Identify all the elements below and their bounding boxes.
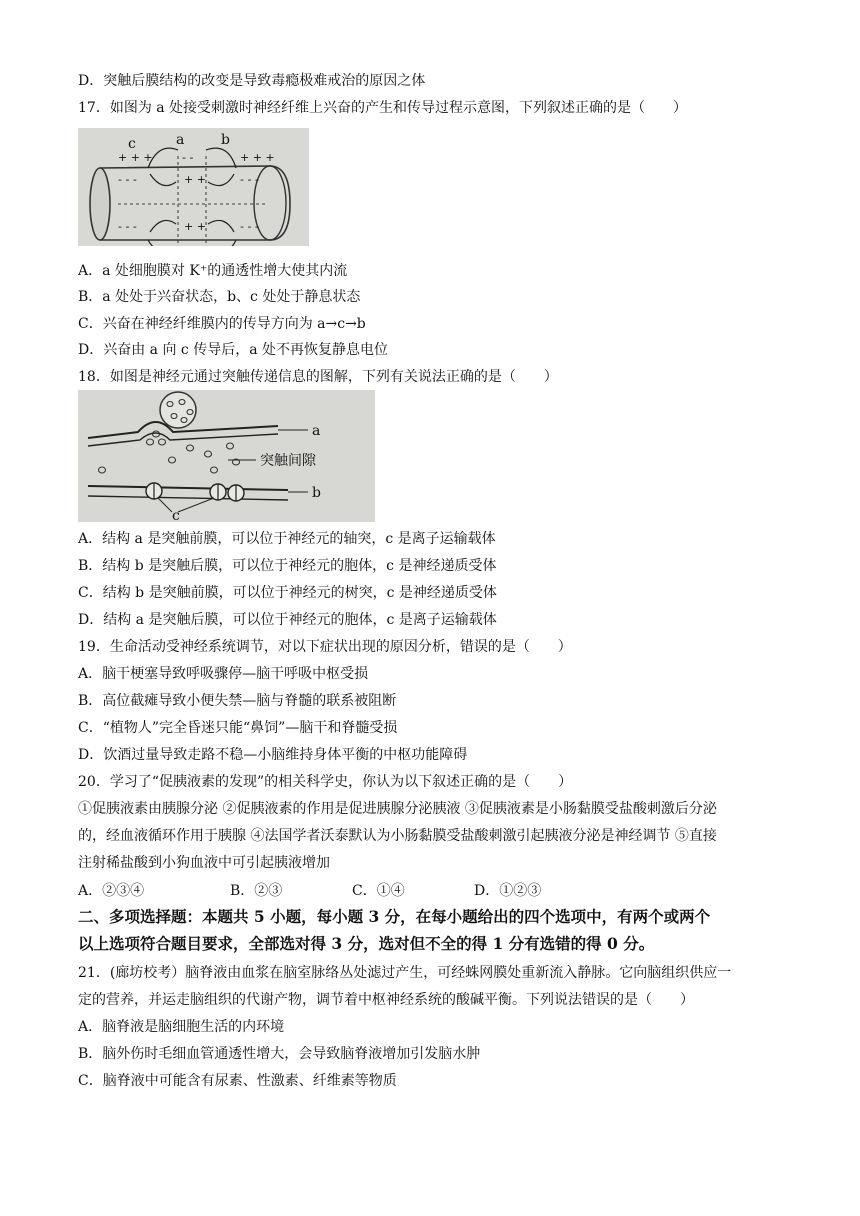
q18-option-c: C．结构 b 是突触前膜，可以位于神经元的树突，c 是神经递质受体: [78, 585, 497, 601]
q20-body-line-2: 的，经血液循环作用于胰腺 ④法国学者沃泰默认为小肠黏膜受盐酸刺激引起胰液分泌是神经调节 ⑤直接: [78, 828, 717, 844]
svg-text:- - -: - - -: [118, 220, 137, 233]
fig2-label-c: c: [172, 508, 180, 522]
q17-option-a: A．a 处细胞膜对 K⁺的通透性增大使其内流: [78, 263, 348, 279]
q17-option-d: D．兴奋由 a 向 c 传导后，a 处不再恢复静息电位: [78, 342, 389, 358]
fig2-label-a: a: [312, 423, 321, 439]
q20-body-line-1: ①促胰液素由胰腺分泌 ②促胰液素的作用是促进胰腺分泌胰液 ③促胰液素是小肠黏膜受盐酸刺激后分泌: [78, 801, 717, 817]
svg-text:- - -: - - -: [240, 220, 259, 233]
q20-choice-c: C．①④: [352, 883, 405, 899]
svg-text:- - -: - - -: [118, 173, 137, 186]
svg-text:+ +: + +: [184, 220, 206, 233]
q18-option-d: D．结构 a 是突触后膜，可以位于神经元的胞体，c 是离子运输载体: [78, 612, 497, 628]
q20-choice-a: A．②③④: [78, 883, 145, 899]
q17-option-c: C．兴奋在神经纤维膜内的传导方向为 a→c→b: [78, 316, 366, 332]
synapse-diagram: [78, 390, 375, 522]
q20-choice-b: B．②③: [230, 883, 283, 899]
q19-option-d: D．饮酒过量导致走路不稳—小脑维持身体平衡的中枢功能障碍: [78, 747, 468, 763]
fig1-label-a: a: [176, 132, 185, 148]
nerve-fiber-figure: [78, 128, 309, 246]
q19-stem: 19．生命活动受神经系统调节，对以下症状出现的原因分析，错误的是（ ）: [78, 639, 572, 655]
svg-text:- - -: - - -: [240, 173, 259, 186]
q21-stem-line-1: 21．(廊坊校考）脑脊液由血浆在脑室脉络丛处滤过产生，可经蛛网膜处重新流入静脉。它向脑组织供应一: [78, 965, 732, 981]
section2-heading-line-1: 二、多项选择题：本题共 5 小题，每小题 3 分，在每小题给出的四个选项中，有两个或两个: [78, 907, 711, 926]
q19-option-b: B．高位截瘫导致小便失禁—脑与脊髓的联系被阻断: [78, 693, 397, 709]
svg-text:+ +: + +: [184, 173, 206, 186]
fig1-label-b: b: [221, 132, 230, 148]
q19-option-c: C．“植物人”完全昏迷只能“鼻饲”—脑干和脊髓受损: [78, 720, 398, 736]
q21-stem-line-2: 定的营养，并运走脑组织的代谢产物，调节着中枢神经系统的酸碱平衡。下列说法错误的是（ ）: [78, 992, 694, 1008]
q21-option-a: A．脑脊液是脑细胞生活的内环境: [78, 1019, 285, 1035]
q18-option-b: B．结构 b 是突触后膜，可以位于神经元的胞体，c 是神经递质受体: [78, 558, 497, 574]
nerve-fiber-diagram: [78, 128, 309, 246]
q16-option-d: D．突触后膜结构的改变是导致毒瘾极难戒治的原因之体: [78, 73, 426, 89]
fig1-label-c: c: [128, 136, 136, 152]
synapse-figure: [78, 390, 375, 522]
fig2-label-b: b: [312, 485, 321, 501]
q20-body-line-3: 注射稀盐酸到小狗血液中可引起胰液增加: [78, 855, 330, 871]
q20-stem: 20．学习了“促胰液素的发现”的相关科学史，你认为以下叙述正确的是（ ）: [78, 774, 573, 790]
q17-stem: 17．如图为 a 处接受刺激时神经纤维上兴奋的产生和传导过程示意图，下列叙述正确的是（ ）: [78, 100, 688, 116]
q17-option-b: B．a 处处于兴奋状态，b、c 处处于静息状态: [78, 289, 361, 305]
q20-choice-d: D．①②③: [474, 883, 542, 899]
fig2-label-gap: 突触间隙: [260, 453, 316, 469]
q18-stem: 18．如图是神经元通过突触传递信息的图解，下列有关说法正确的是（ ）: [78, 369, 558, 385]
q18-option-a: A．结构 a 是突触前膜，可以位于神经元的轴突，c 是离子运输载体: [78, 531, 496, 547]
section2-heading-line-2: 以上选项符合题目要求，全部选对得 3 分，选对但不全的得 1 分有选错的得 0 分。: [78, 934, 655, 953]
svg-text:+ + +: + + +: [118, 151, 153, 164]
svg-text:- -: - -: [182, 151, 194, 164]
q21-option-c: C．脑脊液中可能含有尿素、性激素、纤维素等物质: [78, 1073, 397, 1089]
q21-option-b: B．脑外伤时毛细血管通透性增大，会导致脑脊液增加引发脑水肿: [78, 1046, 481, 1062]
svg-text:+ + +: + + +: [240, 151, 275, 164]
q19-option-a: A．脑干梗塞导致呼吸骤停—脑干呼吸中枢受损: [78, 666, 369, 682]
